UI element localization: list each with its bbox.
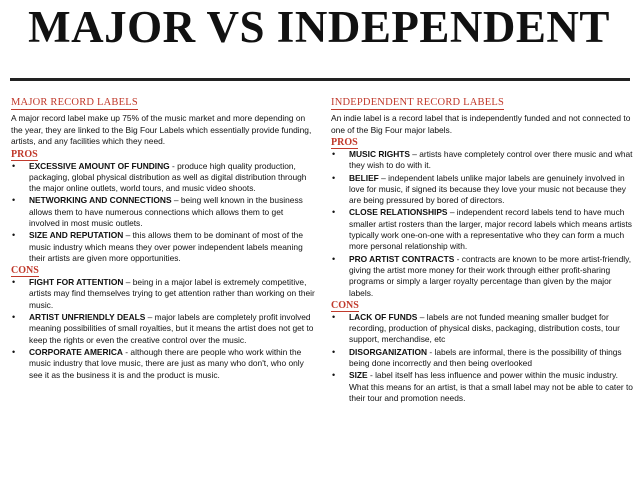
page-title: MAJOR VS INDEPENDENT — [28, 2, 610, 52]
list-item: • EXCESSIVE AMOUNT OF FUNDING - produce high quality production, packaging, global physical distribution as well as digital distribution through the major online outlets, world tours, and music video shoots. — [11, 161, 315, 195]
list-item: • FIGHT FOR ATTENTION – being in a major label is extremely competitive, artists may find themselves trying to get attention rather than working on their music. — [11, 277, 315, 311]
list-item: • CORPORATE AMERICA - although there are people who work within the music industry that love music, there are just as many who don't, who only see it as the business it is and the product is music. — [11, 347, 315, 381]
list-item: • BELIEF – independent labels unlike major labels are genuinely involved in love for music, if signed its because they love your music not because they are being pressured by bored of directors. — [331, 173, 633, 207]
list-item: • NETWORKING AND CONNECTIONS – being well known in the business allows them to have numerous connections which allows them to get involved in most music outlets. — [11, 195, 315, 229]
list-item: • DISORGANIZATION - labels are informal, there is the possibility of things being done incorrectly and then being overlooked — [331, 347, 633, 370]
major-pros-label: PROS — [11, 148, 38, 160]
major-cons-label: CONS — [11, 265, 39, 277]
title-divider — [10, 78, 630, 81]
major-labels-column — [11, 92, 315, 382]
independent-labels-column — [331, 92, 633, 405]
list-item: • PRO ARTIST CONTRACTS - contracts are known to be more artist-friendly, giving the artist more money for their work through either profit-sharing programs or simply a larger royalty percentage than given by the major labels. — [331, 254, 633, 299]
major-pros-list — [11, 161, 315, 265]
major-labels-heading: MAJOR RECORD LABELS — [11, 97, 138, 108]
independent-pros-list — [331, 149, 633, 299]
independent-labels-intro: An indie label is a record label that is independently funded and not connected to one of the Big Four major labels. — [331, 113, 631, 135]
independent-cons-list — [331, 312, 633, 404]
list-item: • MUSIC RIGHTS – artists have completely control over there music and what they wish to do with it. — [331, 149, 633, 172]
list-item: • SIZE - label itself has less influence and power within the music industry. What this means for an artist, is that a small label may not be able to cater to their tour and promotion needs. — [331, 370, 633, 404]
independent-cons-label: CONS — [331, 299, 359, 311]
list-item: • LACK OF FUNDS – labels are not funded meaning smaller budget for recording, production of physical disks, packaging, distribution costs, tour support, merchandise, etc — [331, 312, 633, 346]
list-item: • CLOSE RELATIONSHIPS – independent record labels tend to have much smaller artist rosters than the larger, major record labels which means artists typically work one-on-one with a representative who they can form a much more personal relationship with. — [331, 207, 633, 252]
independent-labels-heading: INDEPDENDENT RECORD LABELS — [331, 97, 505, 108]
major-labels-intro: A major record label make up 75% of the music market and more depending on the year, they are linked to the Big Four Labels which essentially provide funding, artists, and any facilities which they need. — [11, 113, 312, 146]
independent-pros-label: PROS — [331, 137, 358, 148]
list-item: • ARTIST UNFRIENDLY DEALS – major labels are completely profit involved meaning possibilities of small royalties, but it means the artist does not get to keep the rights or even the creative control over the music. — [11, 312, 315, 346]
list-item: • SIZE AND REPUTATION – this allows them to be dominant of most of the music industry which means they over power independent labels meaning their artists are given more opportunities. — [11, 230, 315, 264]
major-cons-list — [11, 277, 315, 381]
